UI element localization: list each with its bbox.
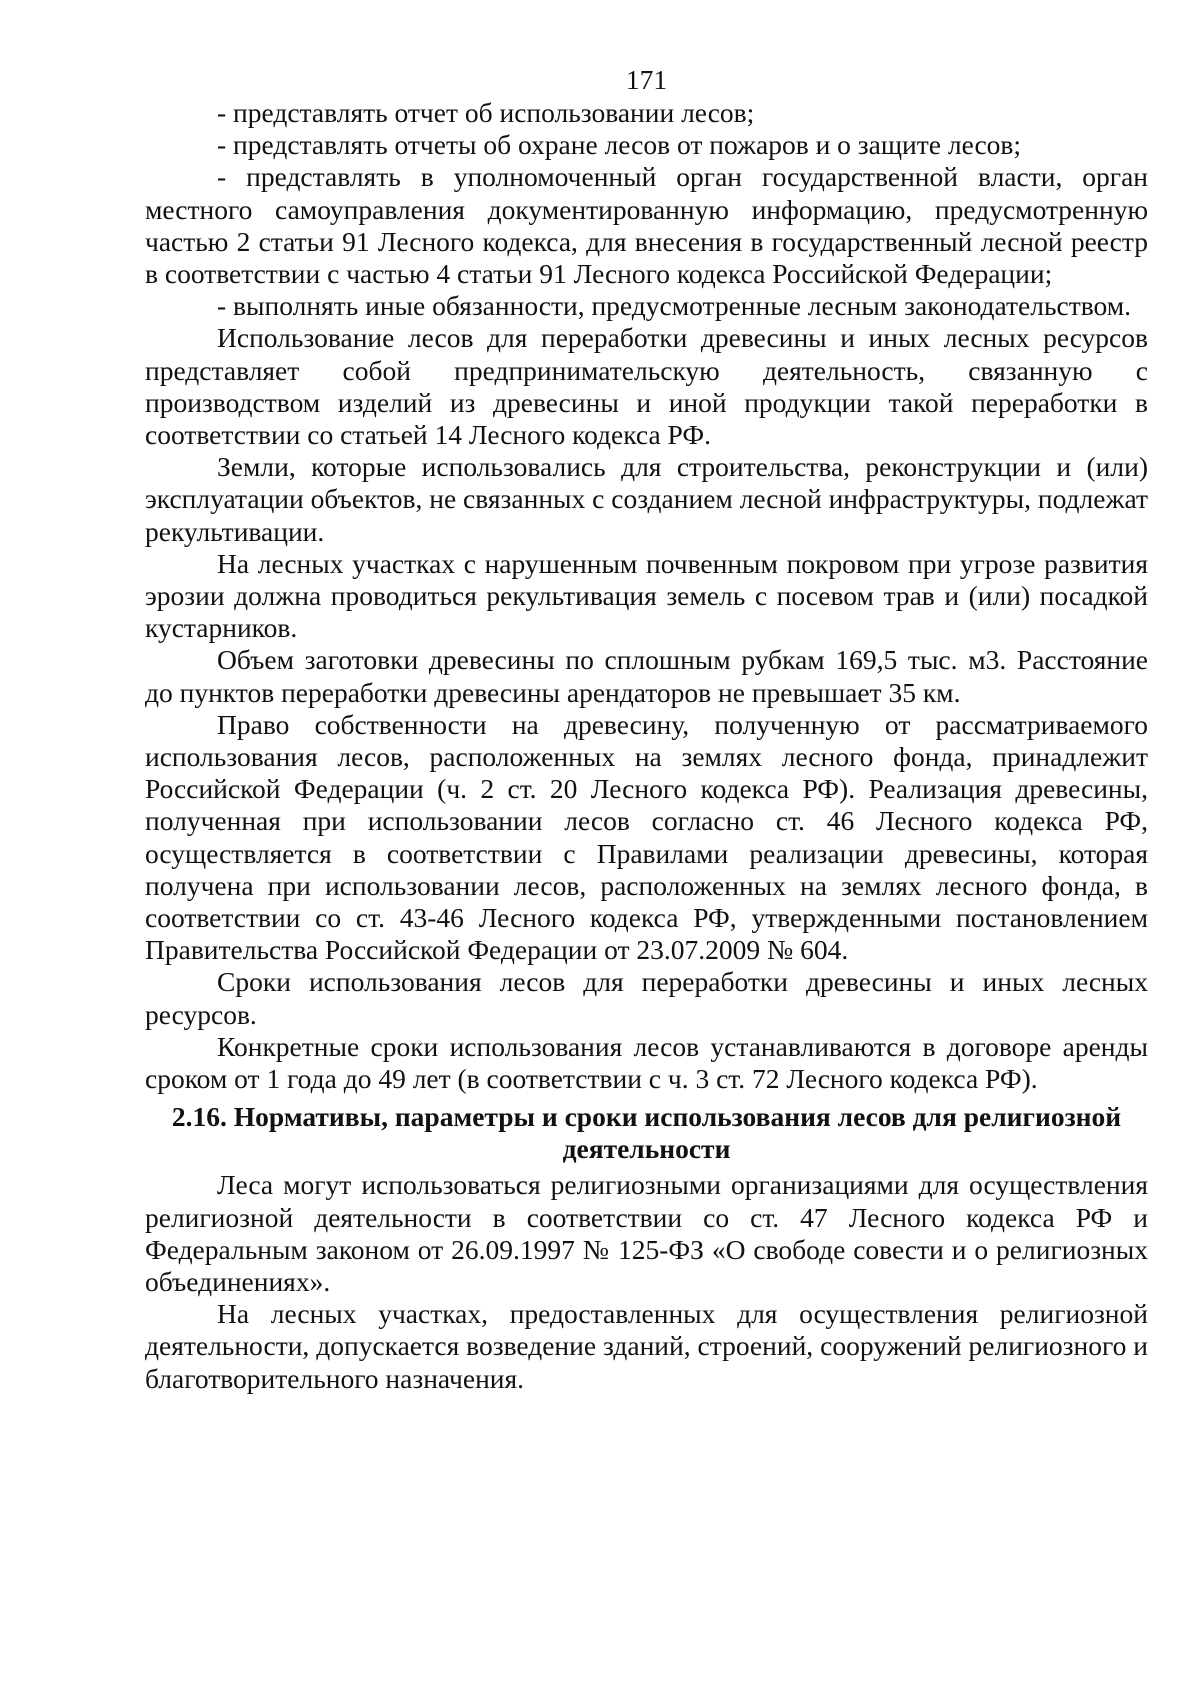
paragraph-erosion-recultivation: На лесных участках с нарушенным почвенным покровом при угрозе развития эрозии должна проводиться рекультивация земель с посевом трав и (или) посадкой кустарников. <box>145 547 1148 644</box>
paragraph-land-recultivation: Земли, которые использовались для строительства, реконструкции и (или) эксплуатации объектов, не связанных с созданием лесной инфраструктуры, подлежат рекультивации. <box>145 451 1148 547</box>
paragraph-religious-use: Леса могут использоваться религиозными организациями для осуществления религиозной деятельности в соответствии со ст. 47 Лесного кодекса РФ и Федеральным законом от 26.09.1997 № 125-ФЗ «О свободе совести и о религиозных объединениях». <box>145 1169 1148 1297</box>
section-heading: 2.16. Нормативы, параметры и сроки использования лесов для религиозной деятельности <box>171 1101 1122 1165</box>
paragraph-submit-documented-info: - представлять в уполномоченный орган государственной власти, орган местного самоуправления документированную информацию, предусмотренную частью 2 статьи 91 Лесного кодекса, для внесения в государственный лесной реестр в соответствии с частью 4 статьи 91 Лесного кодекса Российской Федерации; <box>145 161 1148 290</box>
document-page <box>145 64 1148 1395</box>
paragraph-report-forest-use: - представлять отчет об использовании лесов; <box>217 97 755 128</box>
paragraph-lease-terms: Конкретные сроки использования лесов устанавливаются в договоре аренды сроком от 1 года до 49 лет (в соответствии с ч. 3 ст. 72 Лесного кодекса РФ). <box>145 1030 1148 1095</box>
paragraph-religious-buildings: На лесных участках, предоставленных для осуществления религиозной деятельности, допускается возведение зданий, строений, сооружений религиозного и благотворительного назначения. <box>145 1298 1148 1394</box>
paragraph-report-forest-protection: - представлять отчеты об охране лесов от пожаров и о защите лесов; <box>217 129 1022 161</box>
paragraph-harvest-volume: Объем заготовки древесины по сплошным рубкам 169,5 тыс. м3. Расстояние до пунктов переработки древесины арендаторов не превышает 35 км. <box>145 644 1148 708</box>
page-number: 171 <box>625 64 668 95</box>
paragraph-wood-processing-activity: Использование лесов для переработки древесины и иных лесных ресурсов представляет собой предпринимательскую деятельность, связанную с производством изделий из древесины и иной продукции такой переработки в соответствии со статьей 14 Лесного кодекса РФ. <box>145 322 1148 451</box>
paragraph-wood-ownership: Право собственности на древесину, полученную от рассматриваемого использования лесов, расположенных на землях лесного фонда, принадлежит Российской Федерации (ч. 2 ст. 20 Лесного кодекса РФ). Реализация древесины, полученная при использовании лесов согласно ст. 46 Лесного кодекса РФ, осуществляется в соответствии с Правилами реализации древесины, которая получена при использовании лесов, расположенных на землях лесного фонда, в соответствии со ст. 43-46 Лесного кодекса РФ, утвержденными постановлением Правительства Российской Федерации от 23.07.2009 № 604. <box>145 708 1148 966</box>
paragraph-usage-terms: Сроки использования лесов для переработки древесины и иных лесных ресурсов. <box>145 966 1148 1030</box>
paragraph-other-obligations: - выполнять иные обязанности, предусмотренные лесным законодательством. <box>217 290 1132 322</box>
